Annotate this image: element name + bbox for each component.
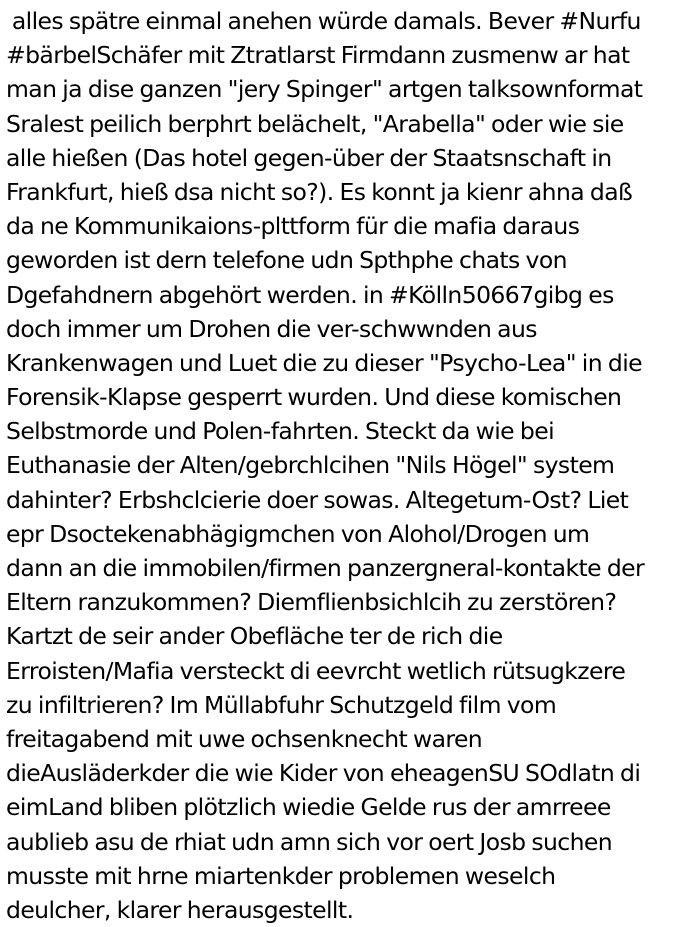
text-line: Sralest peilich berphrt belächelt, "Arabella" oder wie sie <box>6 109 624 138</box>
text-line: epr Dsoctekenabhägigmchen von Alohol/Drogen um <box>6 519 590 548</box>
text-line: Eltern ranzukommen? Diemflienbsichlcih zu zerstören? <box>6 588 617 617</box>
text-line: Frankfurt, hieß dsa nicht so?). Es konnt ja kienr ahna daß <box>6 177 633 206</box>
text-line: Dgefahdnern abgehört werden. in #Kölln50667gibg es <box>6 280 614 309</box>
text-line: deulcher, klarer herausgestellt. <box>6 895 354 924</box>
text-line: alle hießen (Das hotel gegen-über der Staatsnschaft in <box>6 143 612 172</box>
text-line: Selbstmorde und Polen-fahrten. Steckt da wie bei <box>6 417 554 446</box>
text-line: Euthanasie der Alten/gebrchlcihen "Nils Högel" system <box>6 451 615 480</box>
text-line: dahinter? Erbshclcierie doer sowas. Altegetum-Ost? Liet <box>6 485 629 514</box>
text-line: Krankenwagen und Luet die zu dieser "Psycho-Lea" in die <box>6 348 642 377</box>
text-line: doch immer um Drohen die ver-schwwnden aus <box>6 314 537 343</box>
text-line: musste mit hrne miartenkder problemen weselch <box>6 861 556 890</box>
text-line: dieAusläderkder die wie Kider von eheagenSU SOdlatn di <box>6 759 641 788</box>
text-line: Forensik-Klapse gesperrt wurden. Und diese komischen <box>6 383 622 412</box>
text-line: eimLand bliben plötzlich wiedie Gelde rus der amrreee <box>6 793 611 822</box>
text-line: zu infiltrieren? Im Müllabfuhr Schutzgeld film vom <box>6 690 557 719</box>
text-line: dann an die immobilen/firmen panzergneral-kontakte der <box>6 554 645 582</box>
text-line: freitagabend mit uwe ochsenknecht waren <box>6 724 483 753</box>
text-line: alles spätre einmal anehen würde damals. Bever #Nurfu <box>6 7 641 35</box>
text-line: #bärbelSchäfer mit Ztratlarst Firmdann zusmenw ar hat <box>6 41 630 70</box>
text-line: Erroisten/Mafia versteckt di eevrcht wetlich rütsugkzere <box>6 656 626 685</box>
text-line: man ja dise ganzen "jery Spinger" artgen talksownformat <box>6 75 643 104</box>
text-line: aublieb asu de rhiat udn amn sich vor oert Josb suchen <box>6 827 613 856</box>
text-line: Kartzt de seir ander Obefläche ter de rich die <box>6 622 503 651</box>
text-line: geworden ist dern telefone udn Spthphe chats von <box>6 246 567 275</box>
text-line: da ne Kommunikaions-plttform für die mafia daraus <box>6 212 580 241</box>
